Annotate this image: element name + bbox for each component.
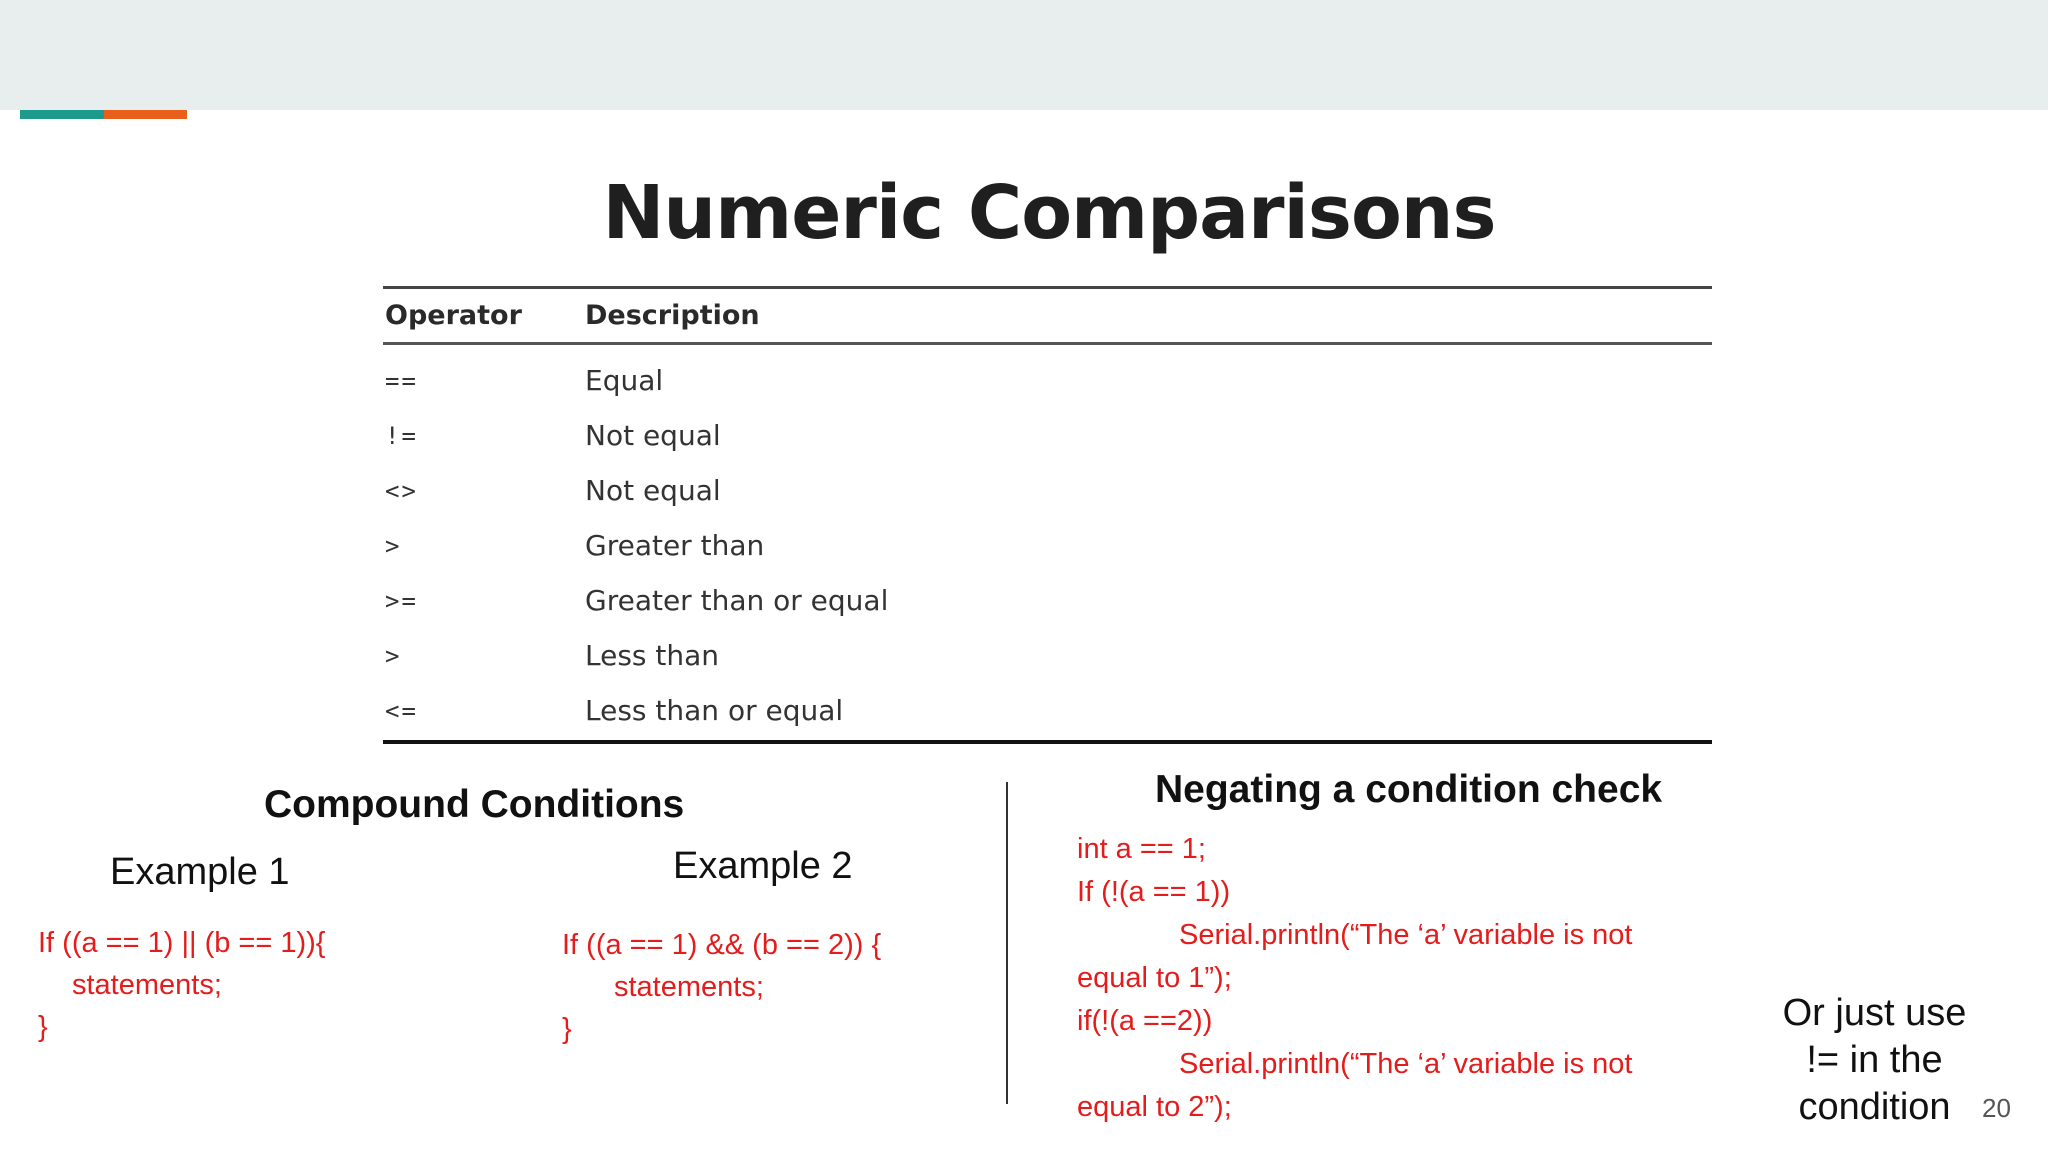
column-header-operator: Operator: [385, 300, 522, 331]
accent-bar-teal: [20, 110, 104, 119]
table-bottom-rule: [383, 740, 1712, 744]
section-divider: [1006, 782, 1008, 1104]
table-row: [383, 683, 1712, 738]
code-line: Serial.println(“The ‘a’ variable is not: [1179, 1048, 1633, 1080]
code-line: If ((a == 1) || (b == 1)){: [38, 927, 326, 959]
description-cell: Not equal: [585, 419, 721, 452]
code-line: equal to 1”);: [1077, 962, 1232, 994]
page-number: 20: [1982, 1093, 2011, 1123]
code-line: If ((a == 1) && (b == 2)) {: [562, 929, 882, 961]
description-cell: Less than or equal: [585, 694, 844, 727]
description-cell: Greater than or equal: [585, 584, 889, 617]
table-body: [383, 345, 1712, 740]
table-row: [383, 408, 1712, 463]
table-row: [383, 463, 1712, 518]
code-line: statements;: [614, 971, 764, 1003]
operator-cell: <=: [385, 696, 418, 725]
operator-cell: <>: [385, 476, 418, 505]
code-line: statements;: [72, 969, 222, 1001]
operator-cell: >: [385, 531, 402, 560]
accent-bar-orange: [104, 110, 187, 119]
example-1-label: Example 1: [110, 851, 290, 893]
code-line: if(!(a ==2)): [1077, 1005, 1213, 1037]
operator-cell: >=: [385, 586, 418, 615]
operator-cell: ==: [385, 366, 418, 395]
side-note: [1742, 990, 2007, 1131]
negating-heading: Negating a condition check: [1155, 768, 1663, 811]
negating-code: [1077, 828, 1632, 1129]
table-row: [383, 353, 1712, 408]
code-line: int a == 1;: [1077, 833, 1206, 865]
description-cell: Less than: [585, 639, 720, 672]
slide-title: Numeric Comparisons: [602, 170, 1496, 256]
note-line: != in the: [1806, 1039, 1943, 1081]
description-cell: Not equal: [585, 474, 721, 507]
compound-conditions-heading: Compound Conditions: [264, 783, 685, 826]
example-2-label: Example 2: [673, 845, 853, 887]
description-cell: Equal: [585, 364, 664, 397]
table-row: [383, 573, 1712, 628]
code-line: If (!(a == 1)): [1077, 876, 1231, 908]
code-line: Serial.println(“The ‘a’ variable is not: [1179, 919, 1633, 951]
example-1-code: [38, 922, 325, 1048]
code-line: }: [562, 1013, 572, 1045]
table-row: [383, 628, 1712, 683]
operator-cell: !=: [385, 421, 418, 450]
operator-cell: >: [385, 641, 402, 670]
code-line: }: [38, 1011, 48, 1043]
note-line: condition: [1798, 1086, 1951, 1128]
operator-table: [383, 286, 1712, 744]
example-2-code: [562, 924, 881, 1050]
code-line: equal to 2”);: [1077, 1091, 1232, 1123]
table-row: [383, 518, 1712, 573]
table-header-row: [383, 289, 1712, 342]
header-bar: [0, 0, 2048, 110]
column-header-description: Description: [585, 300, 760, 331]
note-line: Or just use: [1782, 992, 1967, 1034]
description-cell: Greater than: [585, 529, 765, 562]
